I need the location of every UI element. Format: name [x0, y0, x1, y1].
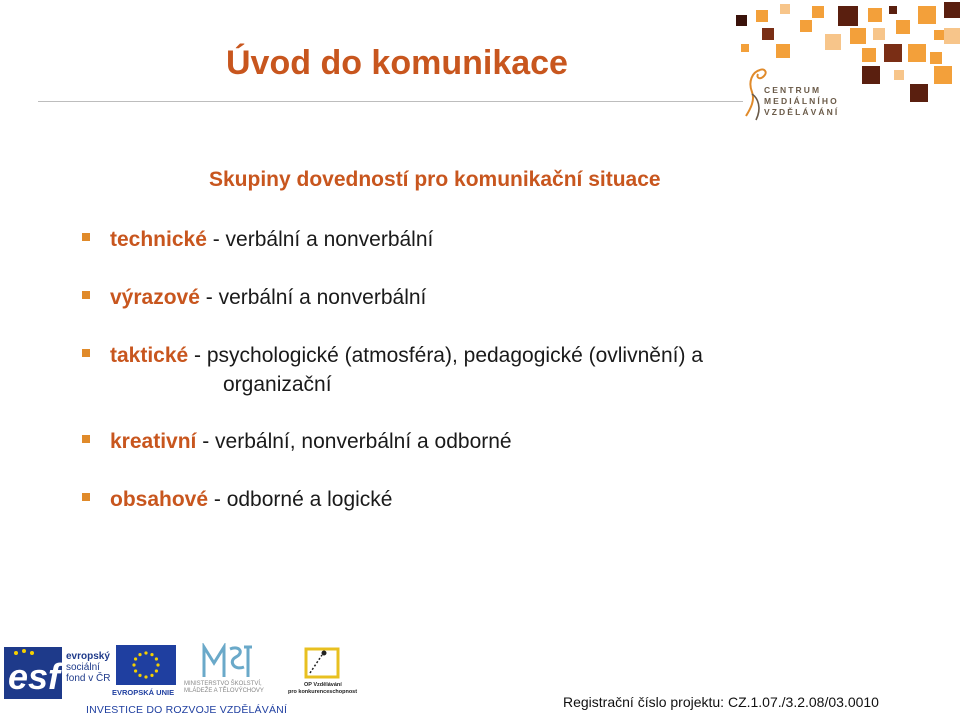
square [934, 30, 944, 40]
bullet-square-icon [82, 233, 90, 241]
square [884, 44, 902, 62]
square [910, 84, 928, 102]
eu-logo [112, 645, 184, 697]
square [741, 44, 749, 52]
square [812, 6, 824, 18]
op-vk-logo [288, 645, 364, 697]
msmt-icon [200, 643, 260, 679]
bullet-square-icon [82, 435, 90, 443]
bullet-keyword: kreativní [110, 430, 197, 453]
square [838, 6, 858, 26]
square [889, 6, 897, 14]
slide-subtitle: Skupiny dovedností pro komunikační situace [209, 168, 661, 191]
esf-text-2: sociální [66, 662, 100, 673]
bullet-keyword: obsahové [110, 488, 209, 511]
square [862, 48, 876, 62]
title-divider [38, 101, 743, 102]
bullet-text: - verbální a nonverbální [206, 228, 434, 251]
bullet-square-icon [82, 493, 90, 501]
esf-text-3: fond v ČR [66, 673, 111, 684]
bullet-keyword: technické [110, 228, 207, 251]
esf-logo [4, 647, 111, 699]
bullet-text: - psychologické (atmosféra), pedagogické (ovlivnění) a [188, 344, 703, 367]
square [894, 70, 904, 80]
investice-label: INVESTICE DO ROZVOJE VZDĚLÁVÁNÍ [86, 704, 288, 716]
square [825, 34, 841, 50]
op-vk-text-1: OP Vzdělávání [304, 682, 342, 688]
square [934, 66, 952, 84]
square [850, 28, 866, 44]
square [908, 44, 926, 62]
cmv-logo [742, 64, 842, 128]
esf-text-1: evropský [66, 651, 110, 662]
square [762, 28, 774, 40]
square [736, 15, 747, 26]
square [944, 2, 960, 18]
square [756, 10, 768, 22]
square [930, 52, 942, 64]
cmv-line-3: VZDĚLÁVÁNÍ [764, 107, 840, 117]
bullet-text: - verbální a nonverbální [199, 286, 427, 309]
square [800, 20, 812, 32]
esf-icon [4, 647, 62, 699]
op-vk-text-2: pro konkurenceschopnost [288, 689, 358, 695]
cmv-line-2: MEDIÁLNÍHO [764, 96, 839, 106]
square [873, 28, 885, 40]
bullet-text-continuation: organizační [223, 373, 332, 396]
bullet-text: - verbální, nonverbální a odborné [196, 430, 512, 453]
msmt-logo [180, 641, 284, 697]
bullet-square-icon [82, 291, 90, 299]
op-vk-icon [302, 645, 342, 681]
bullet-keyword: taktické [110, 344, 189, 367]
msmt-text-1: MINISTERSTVO ŠKOLSTVÍ, [184, 681, 262, 687]
bullet-square-icon [82, 349, 90, 357]
svg-text:esf: esf [8, 656, 61, 697]
slide-title: Úvod do komunikace [226, 44, 568, 82]
square [862, 66, 880, 84]
bullet-keyword: výrazové [110, 286, 200, 309]
cmv-line-1: CENTRUM [764, 85, 822, 95]
eu-flag-icon [116, 645, 176, 685]
square [896, 20, 910, 34]
eu-label: EVROPSKÁ UNIE [112, 688, 175, 697]
square [918, 6, 936, 24]
msmt-text-2: MLÁDEŽE A TĚLOVÝCHOVY [184, 688, 264, 694]
square [868, 8, 882, 22]
square [776, 44, 790, 58]
bullet-text: - odborné a logické [208, 488, 393, 511]
square [780, 4, 790, 14]
square [944, 28, 960, 44]
footer-logos [4, 641, 364, 718]
registration-number: Registrační číslo projektu: CZ.1.07./3.2.08/03.0010 [563, 694, 879, 710]
